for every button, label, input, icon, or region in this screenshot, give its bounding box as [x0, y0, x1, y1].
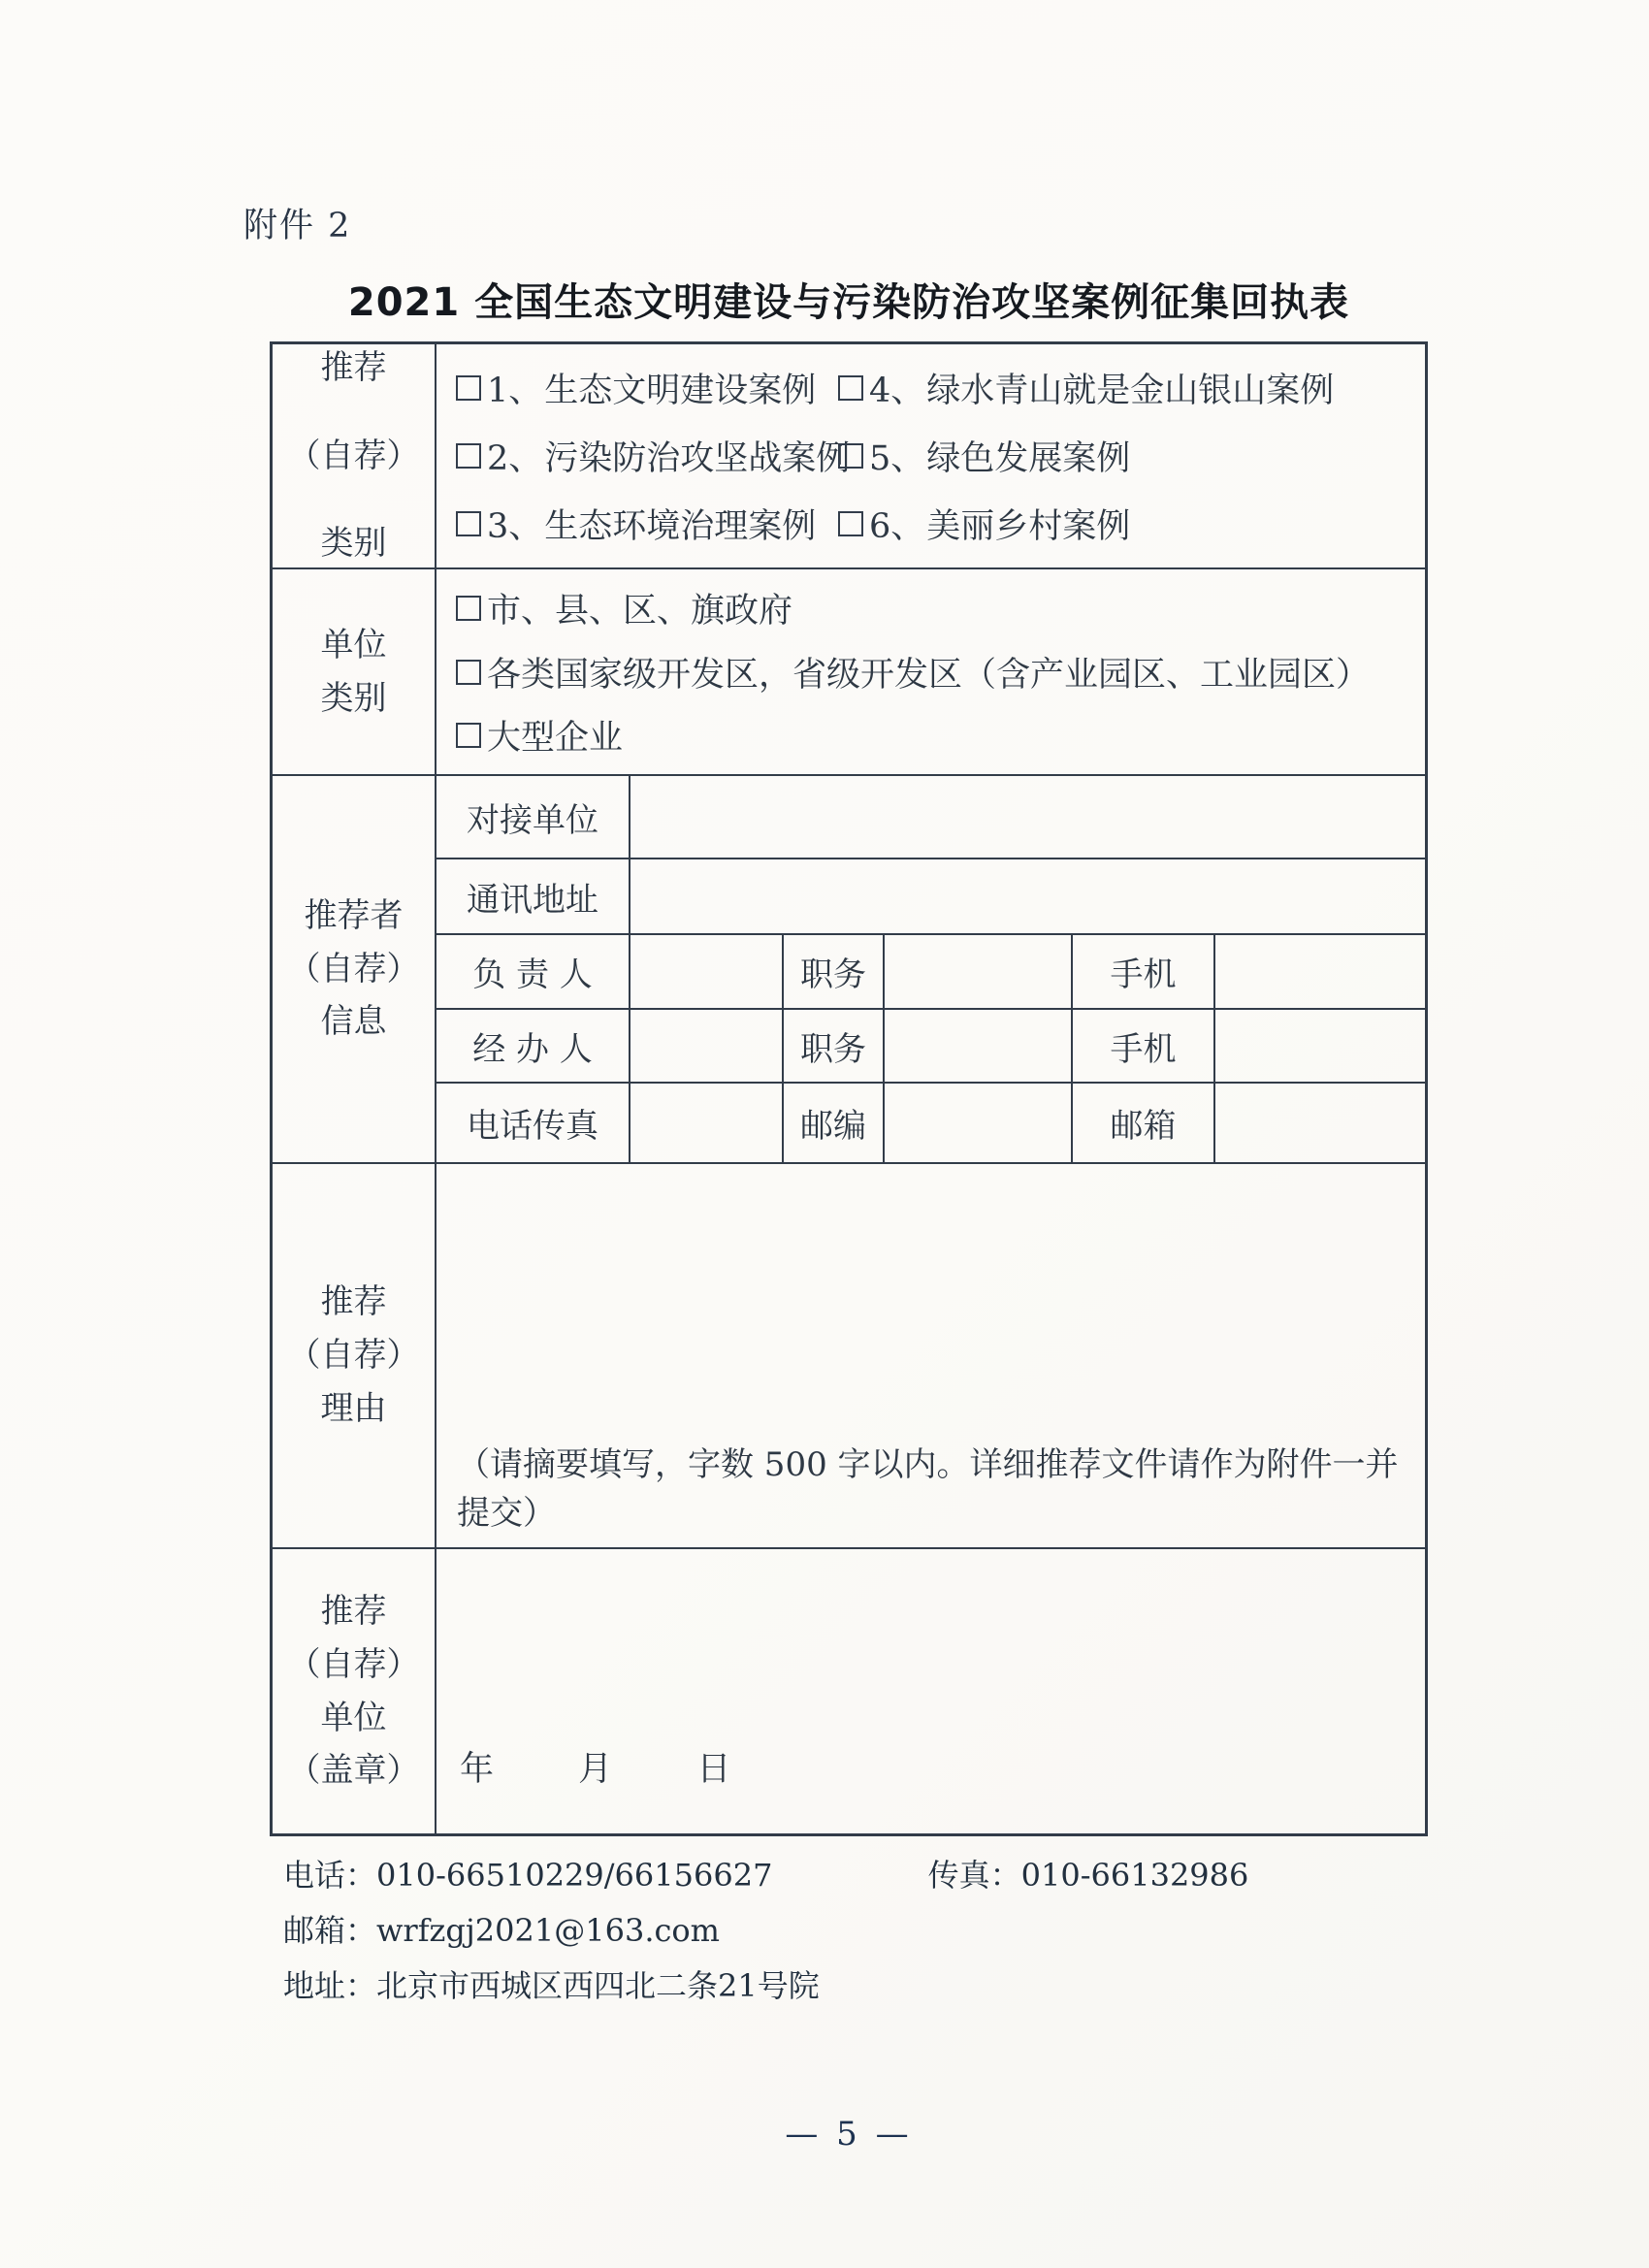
row-header-line: 推荐者 [304, 895, 404, 935]
checkbox-icon[interactable] [838, 375, 863, 401]
category-line-3 [456, 500, 1425, 548]
checkbox-icon[interactable] [456, 511, 481, 536]
footer-email: 邮箱：wrfzgj2021@163.com [283, 1912, 721, 1949]
page-number: — 5 — [785, 2115, 913, 2154]
reason-fill-area[interactable] [436, 1164, 1425, 1547]
row-header-line: 单位 [320, 625, 387, 664]
row-header-line: （自荐） [287, 436, 420, 475]
date-day-label: 日 [696, 1750, 731, 1789]
row-header-line: 类别 [320, 524, 387, 564]
row-header-line: （自荐） [287, 949, 420, 988]
option-label: 大型企业 [487, 718, 624, 758]
option-number: 2、 [487, 439, 543, 478]
row-header-line: （盖章） [287, 1751, 420, 1791]
unit-option-large-enterprise [456, 711, 1425, 760]
stamp-area[interactable] [436, 1549, 1425, 1833]
field-phone-fax[interactable] [630, 1084, 784, 1162]
unit-type-options-cell [436, 569, 1425, 774]
cell-label: 邮箱 [1073, 1084, 1215, 1162]
option-number: 3、 [487, 507, 543, 546]
option-number: 1、 [487, 372, 543, 410]
field-principal-title[interactable] [885, 935, 1073, 1008]
row-header-stamp [273, 1549, 436, 1833]
option-label: 市、县、区、旗政府 [487, 592, 793, 632]
contact-row-agent [436, 1010, 1425, 1084]
row-header-line: 推荐 [320, 1282, 387, 1322]
option-label: 各类国家级开发区，省级开发区（含产业园区、工业园区） [487, 655, 1371, 695]
field-agent-mobile[interactable] [1215, 1010, 1425, 1082]
footer-fax: 传真：010-66132986 [927, 1857, 1249, 1894]
field-principal-mobile[interactable] [1215, 935, 1425, 1008]
row-reason [273, 1164, 1425, 1549]
checkbox-icon[interactable] [456, 596, 481, 621]
row-contact-info [273, 776, 1425, 1164]
category-option-3 [456, 500, 838, 548]
checkbox-icon[interactable] [456, 660, 481, 685]
category-option-1 [456, 364, 838, 412]
unit-option-government [456, 584, 1425, 632]
footer-phone: 电话：010-66510229/66156627 [283, 1857, 773, 1894]
row-header-unit-type [273, 569, 436, 774]
reason-hint: （请摘要填写，字数 500 字以内。详细推荐文件请作为附件一并提交） [457, 1445, 1399, 1533]
page-title: 2021 全国生态文明建设与污染防治攻坚案例征集回执表 [347, 280, 1350, 325]
contact-row-liaison-unit [436, 776, 1425, 859]
field-agent-title[interactable] [885, 1010, 1073, 1082]
checkbox-icon[interactable] [838, 511, 863, 536]
category-option-6 [838, 500, 1130, 548]
category-options-cell [436, 344, 1425, 567]
option-label: 生态文明建设案例 [544, 372, 817, 410]
row-header-line: 类别 [320, 678, 387, 718]
row-header-line: （自荐） [287, 1644, 420, 1684]
category-option-4 [838, 364, 1334, 412]
row-header-line: 推荐 [320, 1591, 387, 1631]
contact-row-phone-fax [436, 1084, 1425, 1162]
checkbox-icon[interactable] [456, 375, 481, 401]
checkbox-icon[interactable] [456, 443, 481, 469]
footer-contact-block [283, 1851, 1248, 2017]
option-number: 6、 [869, 507, 925, 546]
cell-label: 通讯地址 [436, 859, 630, 933]
cell-label: 负 责 人 [436, 935, 630, 1008]
field-principal-name[interactable] [630, 935, 784, 1008]
row-header-line: 理由 [320, 1388, 387, 1428]
category-line-2 [456, 432, 1425, 480]
field-email[interactable] [1215, 1084, 1425, 1162]
cell-label: 手机 [1073, 935, 1215, 1008]
contact-row-mailing-address [436, 859, 1425, 935]
checkbox-icon[interactable] [456, 723, 481, 748]
cell-label: 经 办 人 [436, 1010, 630, 1082]
contact-subtable [436, 776, 1425, 1162]
option-label: 生态环境治理案例 [544, 507, 817, 546]
cell-label: 对接单位 [436, 776, 630, 858]
category-option-5 [838, 432, 1130, 480]
footer-address: 地址：北京市西城区西四北二条21号院 [283, 1967, 820, 2004]
field-agent-name[interactable] [630, 1010, 784, 1082]
option-label: 绿水青山就是金山银山案例 [926, 372, 1335, 410]
row-unit-type [273, 569, 1425, 776]
date-year-label: 年 [460, 1750, 495, 1789]
row-header-category [273, 344, 436, 567]
option-label: 美丽乡村案例 [926, 507, 1131, 546]
option-number: 5、 [869, 439, 925, 478]
cell-label: 电话传真 [436, 1084, 630, 1162]
field-mailing-address[interactable] [630, 859, 1425, 933]
option-label: 绿色发展案例 [926, 439, 1131, 478]
cell-label: 职务 [784, 935, 885, 1008]
option-number: 4、 [869, 372, 925, 410]
row-header-contact-info [273, 776, 436, 1162]
cell-label: 手机 [1073, 1010, 1215, 1082]
row-header-line: 信息 [320, 1002, 387, 1042]
cell-label: 职务 [784, 1010, 885, 1082]
checkbox-icon[interactable] [838, 443, 863, 469]
field-liaison-unit[interactable] [630, 776, 1425, 858]
row-category [273, 344, 1425, 569]
field-postcode[interactable] [885, 1084, 1073, 1162]
category-line-1 [456, 364, 1425, 412]
category-option-2 [456, 432, 851, 480]
attachment-label: 附件 2 [243, 207, 352, 245]
footer-line-phone-fax [283, 1851, 1248, 1895]
unit-option-development-zone [456, 648, 1425, 697]
stamp-date-line [460, 1742, 730, 1791]
row-header-line: （自荐） [287, 1336, 420, 1376]
row-header-reason [273, 1164, 436, 1547]
row-header-line: 单位 [320, 1698, 387, 1737]
contact-row-principal [436, 935, 1425, 1010]
row-header-line: 推荐 [320, 347, 387, 387]
option-label: 污染防治攻坚战案例 [544, 439, 851, 478]
date-month-label: 月 [578, 1750, 613, 1789]
cell-label: 邮编 [784, 1084, 885, 1162]
form-table [270, 341, 1428, 1836]
row-stamp [273, 1549, 1425, 1833]
